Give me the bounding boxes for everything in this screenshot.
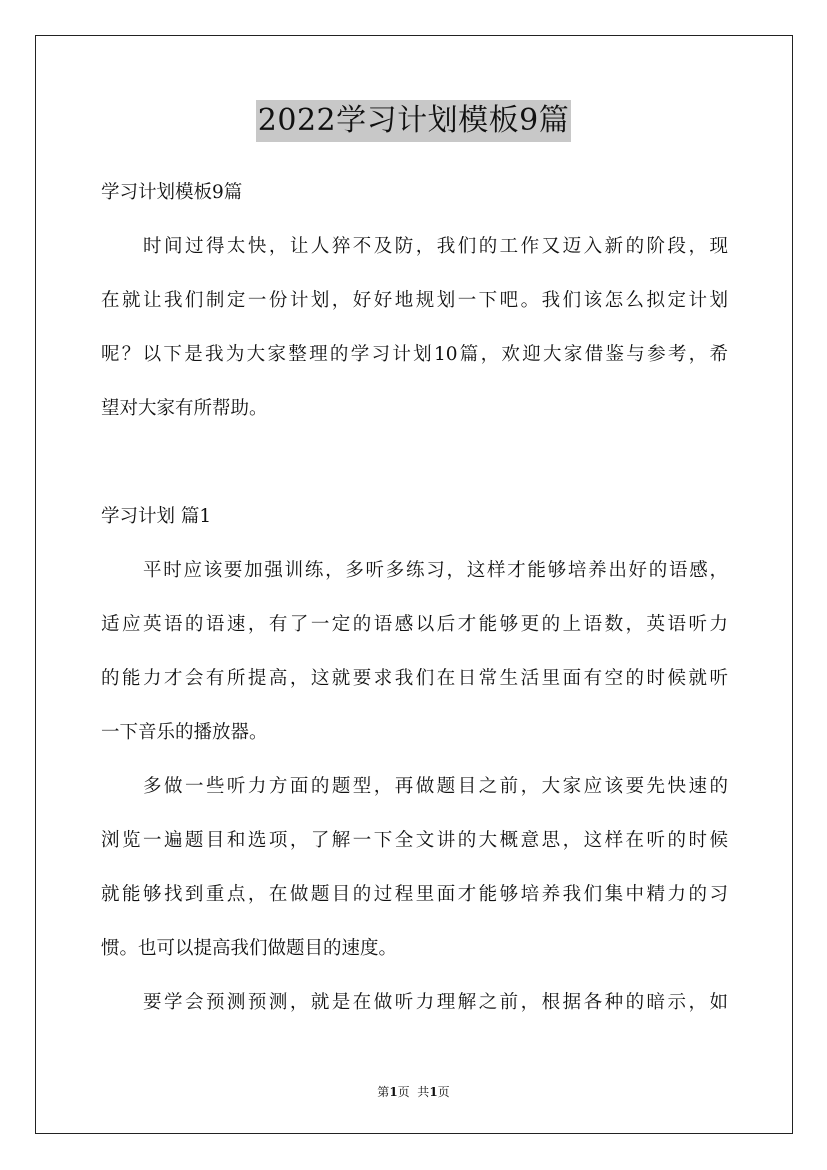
- intro-line: 时间过得太快，让人猝不及防，我们的工作又迈入新的阶段，现: [143, 236, 728, 257]
- paragraph-3: [101, 976, 728, 1030]
- document-title: 2022学习计划模板9篇: [256, 100, 571, 142]
- paragraph-line: 要学会预测预测，就是在做听力理解之前，根据各种的暗示，如: [143, 992, 728, 1013]
- blank-line: [101, 436, 728, 490]
- footer-mid: 页 共: [397, 1085, 430, 1099]
- page-footer: [0, 1083, 827, 1101]
- document-body: [101, 166, 728, 1030]
- paragraph-1: [101, 544, 728, 760]
- section-heading: 学习计划 篇1: [101, 506, 212, 527]
- intro-line: 呢？以下是我为大家整理的学习计划10篇，欢迎大家借鉴与参考，希: [101, 344, 728, 365]
- intro-paragraph: [101, 220, 728, 436]
- paragraph-line: 多做一些听力方面的题型，再做题目之前，大家应该要先快速的: [143, 776, 728, 797]
- title-container: [0, 100, 827, 142]
- footer-total-pages: 1: [429, 1085, 438, 1099]
- paragraph-line: 就能够找到重点，在做题目的过程里面才能够培养我们集中精力的习: [101, 884, 728, 905]
- paragraph-2: [101, 760, 728, 976]
- footer-suffix: 页: [437, 1085, 450, 1099]
- paragraph-line: 平时应该要加强训练，多听多练习，这样才能够培养出好的语感，: [143, 560, 728, 581]
- intro-line: 在就让我们制定一份计划，好好地规划一下吧。我们该怎么拟定计划: [101, 290, 728, 311]
- footer-page-number: 1: [389, 1085, 398, 1099]
- paragraph-line: 惯。也可以提高我们做题目的速度。: [101, 938, 398, 959]
- paragraph-line: 一下音乐的播放器。: [101, 722, 268, 743]
- document-subtitle: 学习计划模板9篇: [101, 182, 243, 203]
- paragraph-line: 的能力才会有所提高，这就要求我们在日常生活里面有空的时候就听: [101, 668, 728, 689]
- paragraph-line: 适应英语的语速，有了一定的语感以后才能够更的上语数，英语听力: [101, 614, 728, 635]
- footer-prefix: 第: [377, 1085, 390, 1099]
- paragraph-line: 浏览一遍题目和选项，了解一下全文讲的大概意思，这样在听的时候: [101, 830, 728, 851]
- intro-line: 望对大家有所帮助。: [101, 398, 268, 419]
